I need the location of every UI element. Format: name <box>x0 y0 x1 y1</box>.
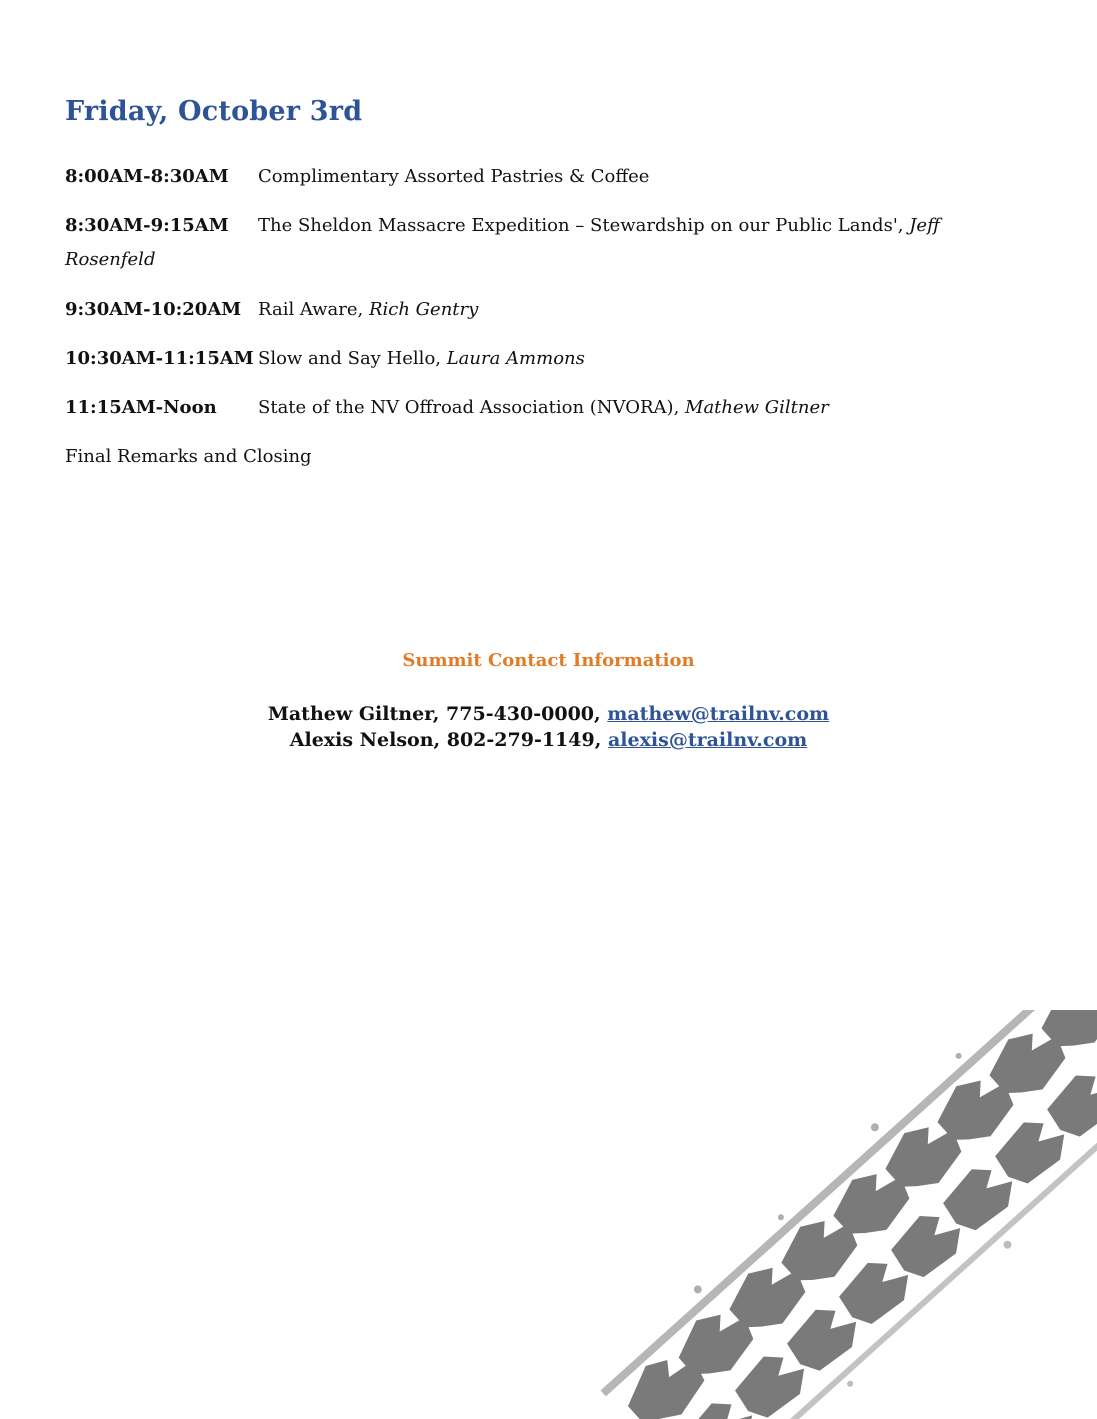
schedule-title: The Sheldon Massacre Expedition – Stewardship on our Public Lands', <box>258 215 910 236</box>
schedule-time: 8:30AM-9:15AM <box>65 215 229 236</box>
schedule-speaker: Laura Ammons <box>446 348 585 369</box>
email-link[interactable]: mathew@trailnv.com <box>607 703 830 725</box>
schedule-item <box>65 391 1025 425</box>
schedule-item <box>65 209 1025 277</box>
contact-line <box>0 727 1097 753</box>
schedule-item <box>65 160 1025 194</box>
contact-name-phone: Mathew Giltner, 775-430-0000, <box>267 703 608 725</box>
contact-heading: Summit Contact Information <box>402 650 695 671</box>
schedule-title: Rail Aware, <box>258 299 369 320</box>
schedule-time: 11:15AM-Noon <box>65 397 217 418</box>
closing-text: Final Remarks and Closing <box>65 446 312 467</box>
email-link[interactable]: alexis@trailnv.com <box>607 729 808 751</box>
schedule-speaker: Jeff Rosenfeld <box>65 215 940 270</box>
schedule-time: 10:30AM-11:15AM <box>65 348 254 369</box>
schedule-title: Slow and Say Hello, <box>258 348 447 369</box>
schedule-time: 9:30AM-10:20AM <box>65 299 242 320</box>
page-title: Friday, October 3rd <box>65 96 363 127</box>
schedule-item <box>65 342 1025 376</box>
schedule-title: State of the NV Offroad Association (NVORA), <box>258 397 686 418</box>
schedule-speaker: Rich Gentry <box>368 299 479 320</box>
schedule-item <box>65 293 1025 327</box>
schedule-time: 8:00AM-8:30AM <box>65 166 229 187</box>
contact-name-phone: Alexis Nelson, 802-279-1149, <box>289 729 608 751</box>
tire-track-icon <box>600 1010 1097 1419</box>
schedule-speaker: Mathew Giltner <box>685 397 829 418</box>
schedule-title: Complimentary Assorted Pastries & Coffee <box>258 166 650 187</box>
contact-line <box>0 701 1097 727</box>
